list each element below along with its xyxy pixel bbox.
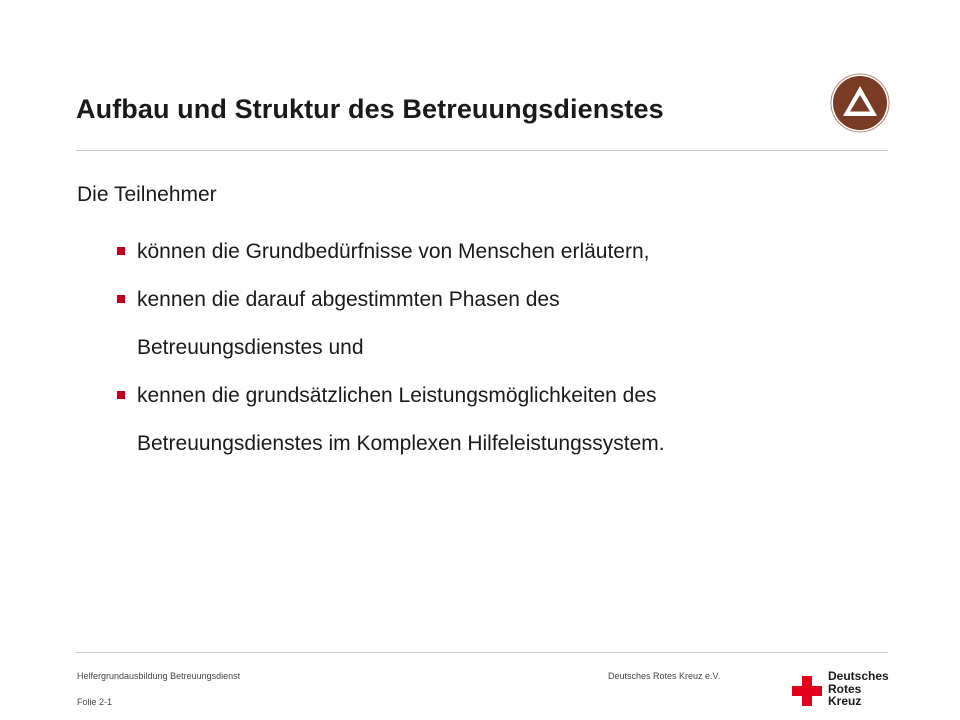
drk-logo-line: Deutsches <box>828 669 889 683</box>
bullet-line: können die Grundbedürfnisse von Menschen erläutern, <box>137 240 650 263</box>
bullet-list <box>110 228 665 468</box>
bullet-item <box>110 276 665 372</box>
intro-text: Die Teilnehmer <box>77 183 217 206</box>
title-divider <box>76 150 888 151</box>
drk-logo-line: Kreuz <box>828 694 862 708</box>
drk-logo-text <box>828 670 889 708</box>
bullet-line: Betreuungsdienstes und <box>137 336 364 359</box>
footer-slide-number: Folie 2-1 <box>77 697 113 707</box>
footer-course: Helfergrundausbildung Betreuungsdienst <box>77 671 241 681</box>
bullet-line: Betreuungsdienstes im Komplexen Hilfeleistungssystem. <box>137 432 665 455</box>
slide-title: Aufbau und Struktur des Betreuungsdienstes <box>76 94 664 124</box>
bullet-line: kennen die grundsätzlichen Leistungsmöglichkeiten des <box>137 384 657 407</box>
square-bullet-icon <box>117 247 125 255</box>
footer-organization: Deutsches Rotes Kreuz e.V. <box>608 671 721 681</box>
footer-divider <box>76 652 888 653</box>
red-cross-icon <box>792 676 822 706</box>
bullet-item <box>110 372 665 468</box>
drk-logo <box>790 667 890 711</box>
drk-logo-line: Rotes <box>828 681 862 696</box>
bullet-line: kennen die darauf abgestimmten Phasen des <box>137 288 560 311</box>
bullet-item <box>110 228 665 276</box>
square-bullet-icon <box>117 295 125 303</box>
square-bullet-icon <box>117 391 125 399</box>
betreuungsdienst-triangle-emblem-icon <box>830 73 890 133</box>
